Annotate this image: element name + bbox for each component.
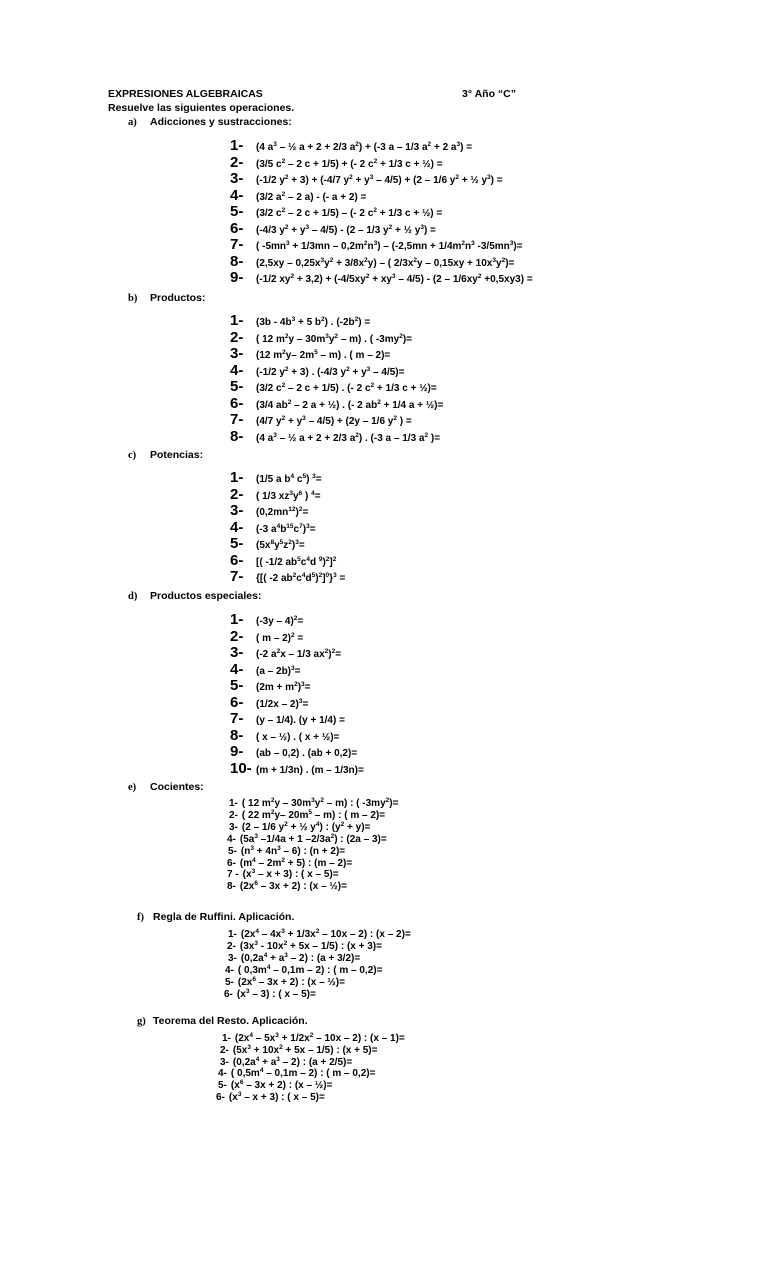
section-letter: c) bbox=[128, 450, 137, 461]
exercise-number: 1- bbox=[230, 469, 244, 486]
exercise-item bbox=[230, 760, 364, 777]
exercise-expression: (4/7 $y^2 + y^3 - 4/5) + (2y - 1/6$ $y^2$ ) = bbox=[256, 415, 412, 427]
exercise-item bbox=[230, 236, 523, 253]
exercise-item bbox=[230, 486, 321, 503]
section-title: Potencias: bbox=[150, 449, 204, 461]
exercise-item bbox=[228, 846, 345, 857]
exercise-expression: $(x^3 - 3)$ : ( x – 5)= bbox=[236, 987, 316, 1000]
exercise-expression: ( $-5mn^3 + 1/3mn - 0,2m^2n^3) - (-2,5mn + 1/4m^2n^3$ $-3/5mn^3)=$ bbox=[256, 240, 523, 252]
exercise-expression: (a – 2b)$^3$= bbox=[256, 664, 301, 677]
exercise-number: 8- bbox=[230, 252, 244, 270]
exercise-item bbox=[230, 329, 412, 346]
exercise-number: 5- bbox=[230, 535, 244, 552]
exercise-expression: $(n^3 + 4n^3 - 6)$ : (n + 2)= bbox=[240, 844, 346, 857]
exercise-number: 7- bbox=[230, 568, 244, 585]
exercise-item bbox=[230, 269, 533, 286]
section-letter: e) bbox=[128, 782, 137, 793]
exercise-item bbox=[220, 1057, 352, 1068]
exercise-expression: (4 $a^3$ – ½ a + 2 + 2/3 $a^2$) . (-3 a – 1/3 $a^2$ )= bbox=[256, 431, 441, 444]
exercise-number: 4- bbox=[227, 833, 236, 845]
exercise-expression: $(x^6 - 3x + 2)$ : (x – ½)= bbox=[230, 1079, 333, 1092]
exercise-expression: (3/2 $c^2 - 2$ c + 1/5) . (- 2 $c^2 + 1/3$ c + ½)= bbox=[256, 382, 437, 394]
exercise-expression: (-3y – 4)$^2$= bbox=[256, 615, 304, 627]
exercise-expression: (-3 $a^4b^{15}c^7)^3=$ bbox=[256, 522, 316, 535]
exercise-expression: (-2 $a^2x - 1/3$ $ax^2)^2=$ bbox=[256, 648, 342, 660]
section-letter: b) bbox=[128, 293, 138, 304]
exercise-number: 7- bbox=[230, 710, 244, 727]
exercise-number: 1- bbox=[230, 137, 244, 154]
exercise-expression: ( 1/3 $xz^3y^6$ ) $^4$= bbox=[256, 489, 321, 502]
exercise-number: 6- bbox=[230, 551, 244, 569]
exercise-item bbox=[216, 1092, 325, 1103]
exercise-item bbox=[229, 810, 385, 821]
exercise-expression: ( 22 $m^2y-$ $20m^5 - m$) : ( m – 2)= bbox=[241, 808, 386, 821]
section-heading bbox=[128, 292, 205, 304]
section-letter: a) bbox=[128, 117, 137, 128]
exercise-item bbox=[230, 710, 345, 727]
exercise-item bbox=[230, 137, 472, 154]
exercise-item bbox=[230, 203, 442, 220]
exercise-item bbox=[230, 154, 443, 171]
exercise-number: 6- bbox=[216, 1092, 225, 1103]
exercise-number: 6- bbox=[230, 219, 244, 237]
exercise-item bbox=[230, 644, 341, 661]
exercise-item bbox=[228, 929, 411, 940]
exercise-number: 1- bbox=[229, 798, 238, 809]
exercise-expression: (m + 1/3n) . (m – 1/3n)= bbox=[256, 764, 364, 776]
exercise-expression: ( $0,3m^4 - 0,1m - 2$) : ( m – 0,2)= bbox=[237, 963, 383, 976]
exercise-item bbox=[225, 965, 382, 976]
exercise-number: 3- bbox=[230, 502, 244, 519]
exercise-expression: $(2m + m^2)^3=$ bbox=[256, 681, 311, 693]
exercise-expression: (y – 1/4). (y + 1/4) = bbox=[256, 715, 345, 726]
exercise-number: 5- bbox=[225, 976, 234, 988]
exercise-number: 4- bbox=[230, 361, 244, 379]
exercise-item bbox=[230, 519, 316, 536]
exercise-number: 3- bbox=[229, 821, 238, 833]
section-heading bbox=[137, 911, 294, 923]
exercise-number: 6- bbox=[227, 857, 236, 869]
exercise-number: 6- bbox=[224, 988, 233, 1000]
exercise-expression: $(2x^4 - 5x^3 + 1/2x^2 - 10x - 2)$ : (x – 1)= bbox=[234, 1032, 405, 1044]
exercise-expression: $(3x^3 - 10x^2 + 5x - 1/5)$ : (x + 3)= bbox=[239, 939, 382, 952]
exercise-expression: $(0,2a^4 + a^3 - 2)$ : (a + 3/2)= bbox=[240, 951, 361, 964]
document-title: EXPRESIONES ALGEBRAICAS bbox=[108, 88, 263, 100]
exercise-number: 7 - bbox=[227, 869, 239, 881]
exercise-item bbox=[230, 362, 404, 379]
section-heading bbox=[137, 1015, 308, 1027]
exercise-number: 2- bbox=[229, 809, 238, 821]
exercise-number: 2- bbox=[230, 328, 244, 346]
exercise-number: 2- bbox=[230, 153, 244, 171]
exercise-number: 5- bbox=[230, 677, 244, 694]
exercise-item bbox=[227, 869, 339, 880]
exercise-expression: $(2x^4 - 4x^3 + 1/3x^2 - 10x - 2)$ : (x – 2)= bbox=[240, 928, 411, 940]
section-title: Productos: bbox=[150, 292, 206, 304]
exercise-expression: (ab – 0,2) . (ab + 0,2)= bbox=[256, 748, 358, 759]
exercise-expression: (1/5 a $b^4$ $c^5$) $^3$= bbox=[256, 473, 322, 485]
exercise-number: 10- bbox=[230, 759, 252, 777]
exercise-item bbox=[227, 881, 347, 892]
exercise-expression: (4 $a^3$ – ½ a + 2 + 2/3 $a^2) + (-3$ a – 1/3 $a^2 + 2$ $a^3$) = bbox=[256, 141, 473, 153]
exercise-item bbox=[220, 1045, 377, 1056]
section-title: Regla de Ruffini. Aplicación. bbox=[153, 911, 295, 923]
exercise-item bbox=[230, 428, 440, 445]
exercise-item bbox=[230, 312, 370, 329]
exercise-item bbox=[230, 661, 300, 678]
exercise-number: 7- bbox=[230, 411, 244, 428]
exercise-item bbox=[228, 953, 360, 964]
section-heading bbox=[128, 590, 261, 602]
exercise-expression: (3/4 $ab^2 - 2$ a + ½) . (- 2 $ab^2 + 1/4$ a + ½)= bbox=[256, 398, 444, 411]
exercise-expression: ($3b - 4b^3 + 5$ $b^2$) . $(-2b^2)$ = bbox=[256, 316, 371, 328]
exercise-item bbox=[225, 977, 345, 988]
section-title: Productos especiales: bbox=[150, 590, 262, 602]
exercise-expression: (3/2 $a^2 - 2$ a) - (- a + 2) = bbox=[256, 190, 367, 203]
exercise-item bbox=[230, 611, 303, 628]
exercise-item bbox=[229, 822, 370, 833]
exercise-expression: {[( -2 $ab^2c^4d^5)^2]^0\}^3$ = bbox=[256, 572, 346, 584]
exercise-expression: [( -1/2 $ab^5c^4d$ $^9$)$^2$]$^2$ bbox=[256, 555, 337, 568]
exercise-expression: ( m – 2)$^2$ = bbox=[256, 631, 304, 644]
exercise-expression: ( 12 $m^2y - 30m^3y^2 - m$) : ( $-3my^2)=$ bbox=[241, 797, 399, 809]
exercise-number: 1- bbox=[230, 611, 244, 628]
exercise-expression: ( 12 $m^2y - 30m^3y^2 - m$) . ( $-3my^2)=$ bbox=[256, 332, 412, 345]
exercise-expression: $(x^3 - x + 3)$ : ( x – 5)= bbox=[242, 868, 339, 881]
exercise-expression: $(0,2a^4 + a^3 - 2)$ : (a + 2/5)= bbox=[232, 1055, 353, 1068]
exercise-expression: (1/2x – 2)$^3$= bbox=[256, 697, 309, 710]
exercise-item bbox=[230, 568, 345, 585]
exercise-number: 1- bbox=[228, 929, 237, 940]
exercise-expression: $(m^4 - 2m^2 + 5)$ : (m – 2)= bbox=[239, 856, 353, 869]
section-heading bbox=[128, 781, 204, 793]
exercise-item bbox=[230, 345, 390, 362]
section-letter: f) bbox=[137, 912, 144, 923]
exercise-expression: ( $0,5m^4 - 0,1m - 2$) : ( m – 0,2)= bbox=[230, 1067, 376, 1080]
exercise-expression: $(x^3 - x + 3)$ : ( x – 5)= bbox=[228, 1091, 325, 1103]
exercise-item bbox=[230, 170, 503, 187]
exercise-item bbox=[230, 628, 303, 645]
exercise-number: 2- bbox=[230, 627, 244, 645]
exercise-item bbox=[230, 411, 412, 428]
exercise-number: 3- bbox=[230, 345, 244, 362]
exercise-number: 2- bbox=[227, 940, 236, 952]
exercise-item bbox=[230, 220, 436, 237]
exercise-expression: ( x – ½) . ( x + ½)= bbox=[256, 731, 340, 743]
exercise-item bbox=[227, 858, 352, 869]
exercise-number: 4- bbox=[218, 1068, 227, 1080]
exercise-expression: (3/5 $c^2 - 2$ c + 1/5) + (- 2 $c^2 + 1/3$ c + ½) = bbox=[256, 157, 443, 170]
exercise-item bbox=[230, 187, 366, 204]
exercise-item bbox=[227, 834, 387, 845]
exercise-expression: $(2x^6 - 3x + 2)$ : (x – ½)= bbox=[239, 880, 347, 893]
exercise-number: 2- bbox=[230, 485, 244, 503]
exercise-number: 3- bbox=[228, 952, 237, 964]
section-heading bbox=[128, 116, 292, 128]
instructions: Resuelve las siguientes operaciones. bbox=[108, 102, 295, 114]
exercise-expression: (12 $m^2y-$ $2m^5 - m$) . ( m – 2)= bbox=[256, 349, 391, 361]
exercise-item bbox=[230, 743, 357, 760]
exercise-expression: (-1/2 $y^2 + 3$) . (-4/3 $y^2 + y^3 - 4/5)=$ bbox=[256, 365, 405, 378]
exercise-number: 6- bbox=[230, 394, 244, 412]
exercise-expression: $(0,2mn^{12})^2=$ bbox=[256, 506, 309, 518]
exercise-number: 2- bbox=[220, 1044, 229, 1056]
exercise-expression: $(2,5xy - 0,25x^3y^2 + 3/8x^2y)$ – ( $2/3x^2y - 0,15xy + 10x^3y^2)=$ bbox=[256, 256, 515, 269]
exercise-number: 9- bbox=[230, 743, 244, 760]
exercise-item bbox=[227, 941, 382, 952]
exercise-number: 5- bbox=[218, 1080, 227, 1092]
exercise-number: 5- bbox=[230, 378, 244, 395]
exercise-item bbox=[230, 535, 305, 552]
exercise-item bbox=[230, 727, 339, 744]
exercise-number: 6- bbox=[230, 693, 244, 711]
section-letter: d) bbox=[128, 591, 138, 602]
exercise-number: 7- bbox=[230, 236, 244, 253]
exercise-expression: $(5x^8y^5z^2)^3=$ bbox=[256, 539, 305, 551]
exercise-item bbox=[230, 552, 336, 569]
exercise-number: 8- bbox=[227, 881, 236, 893]
exercise-number: 5- bbox=[230, 203, 244, 220]
section-letter: g) bbox=[137, 1016, 146, 1027]
exercise-number: 4- bbox=[230, 518, 244, 536]
section-title: Adicciones y sustracciones: bbox=[150, 116, 292, 128]
exercise-expression: (-1/2 $y^2 + 3) + (-4/7$ $y^2 + y^3 - 4/5) + (2 - 1/6$ $y^2$ + ½ $y^3$) = bbox=[256, 174, 503, 186]
exercise-number: 4- bbox=[230, 186, 244, 204]
exercise-item bbox=[230, 378, 437, 395]
exercise-expression: (-1/2 $xy^2 + 3,2) + (-4/5xy^2 + xy^3 - 4/5) - (2 - 1/6xy^2 +0,5xy3)$ = bbox=[256, 273, 533, 285]
exercise-item bbox=[230, 469, 322, 486]
exercise-expression: ($5a^3$ –1/4a + 1 $-2/3a^2$) : (2a – 3)= bbox=[239, 832, 387, 845]
section-heading bbox=[128, 449, 203, 461]
exercise-item bbox=[218, 1068, 375, 1079]
course-label: 3° Año “C” bbox=[462, 88, 516, 100]
exercise-item bbox=[230, 253, 514, 270]
exercise-item bbox=[218, 1080, 332, 1091]
exercise-item bbox=[230, 502, 308, 519]
exercise-item bbox=[230, 395, 443, 412]
exercise-item bbox=[230, 694, 308, 711]
exercise-number: 3- bbox=[220, 1056, 229, 1068]
exercise-expression: (3/2 $c^2 - 2$ c + 1/5) – (- 2 $c^2 + 1/3$ c + ½) = bbox=[256, 207, 443, 219]
exercise-number: 1- bbox=[222, 1033, 231, 1044]
exercise-expression: $(2x^6 - 3x + 2)$ : (x – ½)= bbox=[237, 975, 345, 988]
exercise-expression: (-4/3 $y^2 + y^3 - 4/5) - (2 - 1/3$ $y^2$ + ½ $y^3$) = bbox=[256, 223, 436, 236]
exercise-expression: (2 – 1/6 $y^2$ + ½ $y^4$) : $(y^2 + y)=$ bbox=[241, 820, 371, 833]
exercise-item bbox=[229, 798, 398, 809]
exercise-number: 4- bbox=[230, 660, 244, 678]
exercise-expression: $(5x^3 + 10x^2 + 5x - 1/5)$ : (x + 5)= bbox=[232, 1043, 378, 1056]
section-title: Cocientes: bbox=[150, 781, 204, 793]
exercise-item bbox=[224, 989, 316, 1000]
exercise-number: 1- bbox=[230, 312, 244, 329]
exercise-number: 3- bbox=[230, 170, 244, 187]
exercise-number: 5- bbox=[228, 845, 237, 857]
section-title: Teorema del Resto. Aplicación. bbox=[153, 1015, 308, 1027]
exercise-number: 9- bbox=[230, 269, 244, 286]
exercise-number: 4- bbox=[225, 964, 234, 976]
exercise-item bbox=[230, 677, 311, 694]
exercise-number: 3- bbox=[230, 644, 244, 661]
exercise-number: 8- bbox=[230, 726, 244, 744]
exercise-item bbox=[222, 1033, 405, 1044]
exercise-number: 8- bbox=[230, 427, 244, 445]
